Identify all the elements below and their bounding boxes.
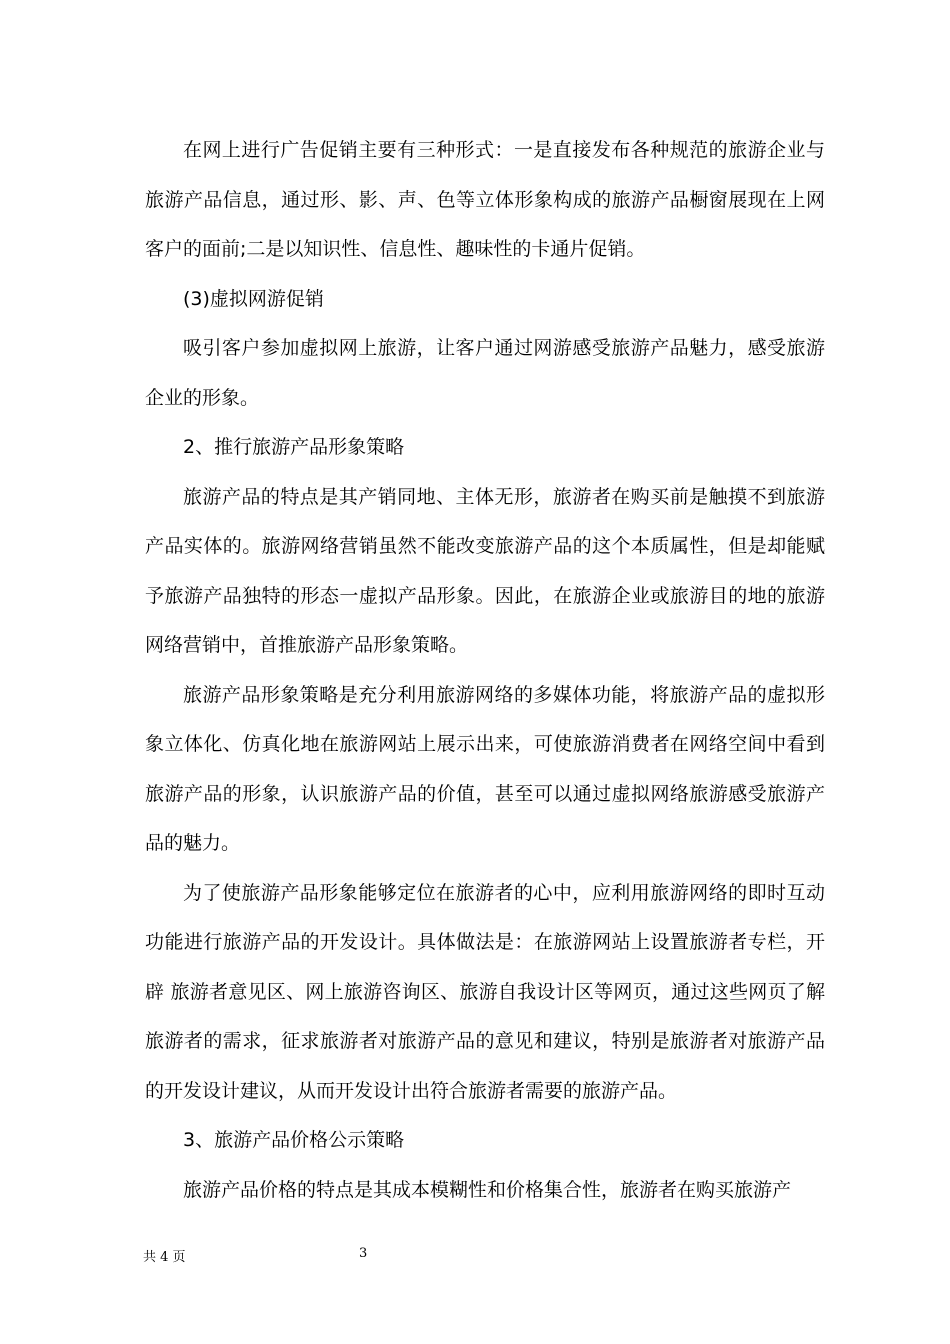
document-body (145, 126, 825, 1215)
paragraph-virtual-tour: 吸引客户参加虚拟网上旅游，让客户通过网游感受旅游产品魅力，感受旅游企业的形象。 (145, 337, 825, 409)
heading-product-image-strategy: 2、推行旅游产品形象策略 (183, 436, 405, 458)
paragraph-price-features: 旅游产品价格的特点是其成本模糊性和价格集合性，旅游者在购买旅游产 (183, 1178, 792, 1201)
paragraph-product-features: 旅游产品的特点是其产销同地、主体无形，旅游者在购买前是触摸不到旅游产品实体的。旅游网络营销虽然不能改变旅游产品的这个本质属性，但是却能赋予旅游产品独特的形态一虚拟产品形象。因此，在旅游企业或旅游目的地的旅游网络营销中，首推旅游产品形象策略。 (145, 485, 825, 656)
footer-page-number: 3 (359, 1246, 368, 1261)
footer-total-pages: 共 4 页 (143, 1250, 186, 1265)
paragraph-ad-promotion: 在网上进行广告促销主要有三种形式：一是直接发布各种规范的旅游企业与旅游产品信息，通过形、影、声、色等立体形象构成的旅游产品橱窗展现在上网客户的面前;二是以知识性、信息性、趣味性的卡通片促销。 (145, 139, 825, 260)
paragraph-product-positioning: 为了使旅游产品形象能够定位在旅游者的心中，应利用旅游网络的即时互动功能进行旅游产品的开发设计。具体做法是：在旅游网站上设置旅游者专栏，开辟 旅游者意见区、网上旅游咨询区、旅游自我设计区等网页，通过这些网页了解旅游者的需求，征求旅游者对旅游产品的意见和建议，特别是旅游者对旅游产品的开发设计建议，从而开发设计出符合旅游者需要的旅游产品。 (145, 881, 825, 1102)
heading-price-disclosure-strategy: 3、旅游产品价格公示策略 (183, 1129, 405, 1151)
paragraph-image-strategy: 旅游产品形象策略是充分利用旅游网络的多媒体功能，将旅游产品的虚拟形象立体化、仿真化地在旅游网站上展示出来，可使旅游消费者在网络空间中看到旅游产品的形象，认识旅游产品的价值，甚至可以通过虚拟网络旅游感受旅游产品的魅力。 (145, 683, 825, 854)
heading-virtual-tour-promotion: (3)虚拟网游促销 (183, 287, 324, 310)
